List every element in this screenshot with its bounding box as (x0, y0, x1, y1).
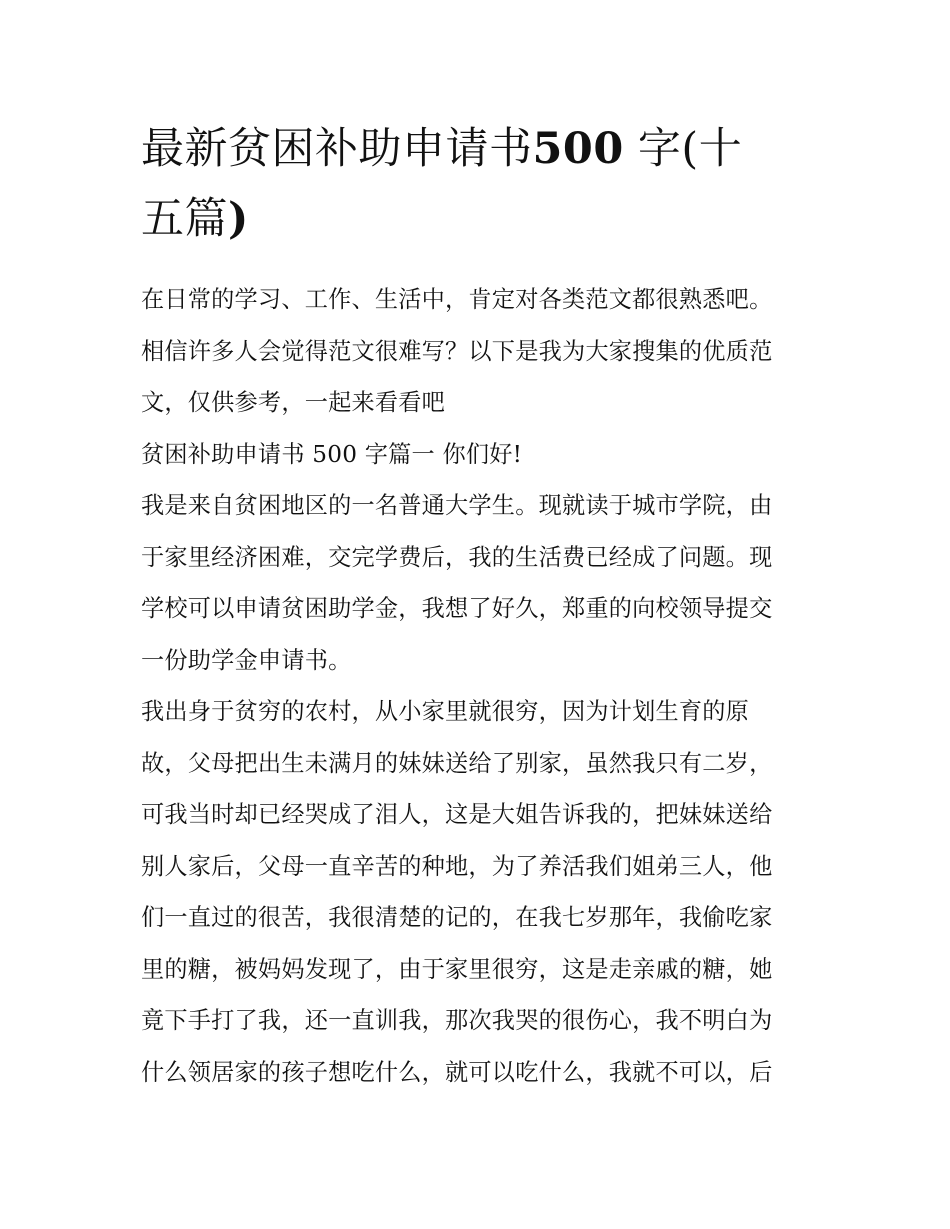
paragraph-line: 里的糖，被妈妈发现了，由于家里很穷，这是走亲戚的糖，她 (141, 955, 773, 983)
title-tail: 十 (698, 124, 743, 174)
title-prefix: 最新贫困补助申请书 (141, 124, 533, 174)
document-title (141, 114, 813, 254)
paragraph-line: 竟下手打了我，还一直训我，那次我哭的很伤心，我不明白为 (141, 1007, 773, 1034)
body-paragraph-2 (141, 686, 813, 1098)
title-close-paren: ) (228, 194, 249, 244)
paragraph-line: 一份助学金申请书。 (141, 646, 352, 674)
title-line2: 五篇 (141, 194, 228, 244)
paragraph-line: 可我当时却已经哭成了泪人，这是大姐告诉我的，把妹妹送给 (141, 801, 773, 828)
paragraph-line: 学校可以申请贫困助学金，我想了好久，郑重的向校领导提交 (141, 595, 773, 622)
paragraph-line: 什么领居家的孩子想吃什么，就可以吃什么，我就不可以，后 (141, 1058, 773, 1086)
paragraph-line: 文，仅供参考，一起来看看吧 (141, 389, 446, 416)
paragraph-line: 相信许多人会觉得范文很难写？以下是我为大家搜集的优质范 (141, 337, 773, 365)
paragraph-line: 我是来自贫困地区的一名普通大学生。现就读于城市学院，由 (141, 492, 773, 519)
paragraph-line: 于家里经济困难，交完学费后，我的生活费已经成了问题。现 (141, 543, 773, 571)
section-heading-paragraph (141, 429, 813, 481)
paragraph-line: 在日常的学习、工作、生活中，肯定对各类范文都很熟悉吧。 (141, 286, 773, 313)
body-paragraph-1 (141, 480, 813, 686)
document-body (141, 114, 813, 1098)
paragraph-line: 们一直过的很苦，我很清楚的记的，在我七岁那年，我偷吃家 (141, 904, 773, 931)
paragraph-line: 别人家后，父母一直辛苦的种地，为了养活我们姐弟三人，他 (141, 852, 773, 880)
paragraph-line: 我出身于贫穷的农村，从小家里就很穷，因为计划生育的原 (141, 698, 750, 725)
paragraph-line: 故，父母把出生未满月的妹妹送给了别家，虽然我只有二岁， (141, 749, 773, 777)
title-number: 500 (532, 124, 624, 174)
intro-paragraph (141, 274, 813, 429)
title-suffix: 字( (623, 124, 699, 174)
paragraph-line: 贫困补助申请书 500 字篇一 你们好! (141, 440, 523, 468)
